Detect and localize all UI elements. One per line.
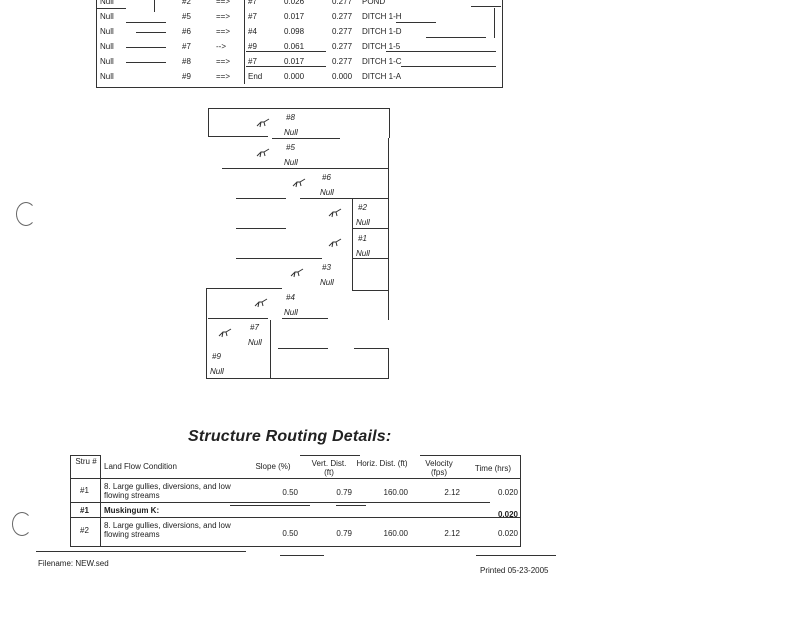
node-sub: Null <box>210 367 224 376</box>
node-id: #4 <box>286 293 295 302</box>
node-sub: Null <box>284 158 298 167</box>
row-arrow: ==> <box>216 57 231 66</box>
row-from: #7 <box>182 42 191 51</box>
row-left: Null <box>100 0 114 6</box>
row-arrow: ==> <box>216 0 231 6</box>
row-val: 0.000 <box>332 72 353 81</box>
header-time: Time (hrs) <box>474 464 512 473</box>
row-to: #9 <box>248 42 257 51</box>
row-slope: 0.017 <box>284 12 305 21</box>
row-name: DITCH 1-C <box>362 57 402 66</box>
pointing-hand-icon <box>290 268 304 278</box>
row-name: DITCH 1-D <box>362 27 402 36</box>
cell-time: 0.020 <box>497 488 518 497</box>
cell-vert: 0.79 <box>336 529 352 538</box>
node-id: #3 <box>322 263 331 272</box>
row-slope: 0.098 <box>284 27 305 36</box>
cell-stru: #1 <box>80 506 89 515</box>
header-vert: Vert. Dist. (ft) <box>311 459 347 477</box>
row-arrow: ==> <box>216 27 231 36</box>
routing-table <box>96 0 502 88</box>
pointing-hand-icon <box>292 178 306 188</box>
row-slope: 0.026 <box>284 0 305 6</box>
node-sub: Null <box>284 128 298 137</box>
row-to: End <box>248 72 263 81</box>
header-slope: Slope (%) <box>255 462 291 471</box>
row-val: 0.277 <box>332 12 353 21</box>
details-title: Structure Routing Details: <box>188 428 392 445</box>
pointing-hand-icon <box>328 238 342 248</box>
row-val: 0.277 <box>332 0 353 6</box>
row-left: Null <box>100 72 114 81</box>
row-slope: 0.061 <box>284 42 305 51</box>
cell-land: Muskingum K: <box>104 506 160 515</box>
binder-hole <box>12 512 32 536</box>
footer-filename: Filename: NEW.sed <box>38 559 109 568</box>
cell-slope: 0.50 <box>282 488 298 497</box>
cell-horiz: 160.00 <box>383 488 408 497</box>
node-id: #1 <box>358 234 367 243</box>
pointing-hand-icon <box>256 148 270 158</box>
header-horiz: Horiz. Dist. (ft) <box>356 459 408 468</box>
row-to: #7 <box>248 0 257 6</box>
node-sub: Null <box>356 249 370 258</box>
row-slope: 0.017 <box>284 57 305 66</box>
node-id: #5 <box>286 143 295 152</box>
row-val: 0.277 <box>332 57 353 66</box>
header-stru: Stru # <box>75 457 97 466</box>
header-vel: Velocity (fps) <box>425 459 453 477</box>
node-sub: Null <box>248 338 262 347</box>
row-name: POND <box>362 0 386 6</box>
binder-hole <box>16 202 36 226</box>
cell-stru: #1 <box>80 486 89 495</box>
row-slope: 0.000 <box>284 72 305 81</box>
pointing-hand-icon <box>256 118 270 128</box>
row-left: Null <box>100 12 114 21</box>
node-id: #9 <box>212 352 221 361</box>
row-name: DITCH 1-H <box>362 12 402 21</box>
cell-land: 8. Large gullies, diversions, and low flowing streams <box>104 521 231 539</box>
cell-horiz: 160.00 <box>383 529 408 538</box>
row-from: #2 <box>182 0 191 6</box>
row-from: #8 <box>182 57 191 66</box>
node-id: #7 <box>250 323 259 332</box>
cell-time: 0.020 <box>497 529 518 538</box>
row-arrow: ==> <box>216 72 231 81</box>
row-name: DITCH 1-A <box>362 72 402 81</box>
row-arrow: --> <box>216 42 226 51</box>
node-sub: Null <box>356 218 370 227</box>
cell-vel: 2.12 <box>444 529 460 538</box>
pointing-hand-icon <box>328 208 342 218</box>
node-sub: Null <box>284 308 298 317</box>
row-from: #5 <box>182 12 191 21</box>
table-row <box>96 69 502 84</box>
node-id: #2 <box>358 203 367 212</box>
cell-stru: #2 <box>80 526 89 535</box>
header-land: Land Flow Condition <box>104 462 177 471</box>
row-val: 0.277 <box>332 42 353 51</box>
row-to: #4 <box>248 27 257 36</box>
row-left: Null <box>100 42 114 51</box>
cell-slope: 0.50 <box>282 529 298 538</box>
table-row <box>96 0 502 9</box>
row-from: #6 <box>182 27 191 36</box>
row-arrow: ==> <box>216 12 231 21</box>
cell-vel: 2.12 <box>444 488 460 497</box>
pointing-hand-icon <box>218 328 232 338</box>
node-sub: Null <box>320 278 334 287</box>
cell-land: 8. Large gullies, diversions, and low flowing streams <box>104 482 231 500</box>
row-to: #7 <box>248 12 257 21</box>
cell-vert: 0.79 <box>336 488 352 497</box>
row-to: #7 <box>248 57 257 66</box>
row-name: DITCH 1-5 <box>362 42 401 51</box>
row-left: Null <box>100 57 114 66</box>
pointing-hand-icon <box>254 298 268 308</box>
node-sub: Null <box>320 188 334 197</box>
footer-printed: Printed 05-23-2005 <box>480 566 549 575</box>
node-id: #6 <box>322 173 331 182</box>
row-left: Null <box>100 27 114 36</box>
row-val: 0.277 <box>332 27 353 36</box>
cell-time: 0.020 <box>497 510 518 519</box>
node-id: #8 <box>286 113 295 122</box>
row-from: #9 <box>182 72 191 81</box>
